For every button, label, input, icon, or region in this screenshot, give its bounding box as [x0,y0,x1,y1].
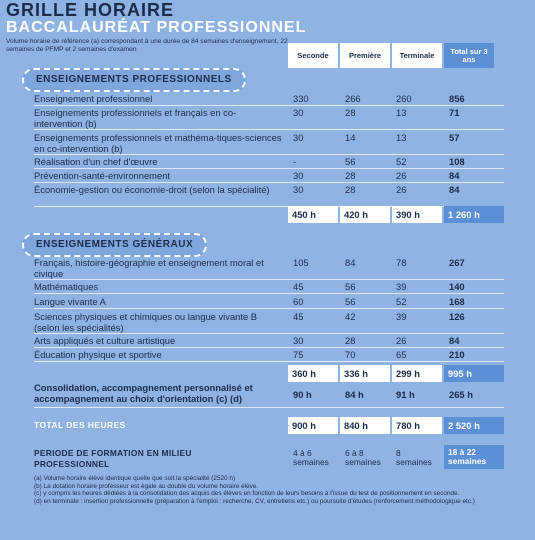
row-divider [34,182,504,183]
row-value: 105 [293,257,309,268]
total-heures-seconde: 900 h [288,417,338,434]
row-label: Enseignement professionnel [34,93,153,104]
row-value: 14 [345,132,356,143]
row-value: 28 [345,170,356,181]
row-value: 30 [293,170,304,181]
row-divider [34,333,504,334]
consolidation-seconde: 90 h [293,389,312,400]
row-label: Prévention-santé-environnement [34,170,171,181]
row-value: 39 [396,311,407,322]
row-value: 57 [449,132,460,143]
row-value: 26 [396,170,407,181]
row-label: Réalisation d'un chef d'œuvre [34,156,158,167]
row-value: 56 [345,156,356,167]
consolidation-terminale: 91 h [396,389,415,400]
consolidation-total: 265 h [449,389,473,400]
row-value: 39 [396,281,407,292]
col-header-premiere: Première [340,43,390,68]
title-line-2: BACCALAURÉAT PROFESSIONNEL [6,19,307,36]
row-label: Éducation physique et sportive [34,349,162,360]
row-divider [34,105,504,106]
row-value: 28 [345,184,356,195]
pfmp-premiere: 6 à 8 semaines [345,448,381,467]
row-divider [34,293,504,294]
row-value: 56 [345,281,356,292]
footnote-a: (a) Volume horaire élève identique quelle que soit la spécialité (2520 h) [34,475,236,482]
footnote-d: (d) en terminale : insertion professionnelle (préparation à l'emploi : recherche, CV, entretiens etc.) ou poursuite d'études (renforcement méthodologique etc.) [34,497,475,505]
row-divider [34,308,504,309]
row-value: 856 [449,93,465,104]
consolidation-label: Consolidation, accompagnement personnalisé et accompagnement au choix d'orientation (c) (d) [34,382,253,404]
row-label: Français, histoire-géographie et enseignement moral et civique [34,257,264,279]
row-value: 78 [396,257,407,268]
total-heures-label: TOTAL DES HEURES [34,420,126,430]
row-value: 30 [293,107,304,118]
row-value: 52 [396,156,407,167]
row-value: 210 [449,349,465,360]
row-value: 45 [293,311,304,322]
row-value: 65 [396,349,407,360]
section-total-terminale: 299 h [392,365,442,382]
row-label: Sciences physiques et chimiques ou langue vivante B (selon les spécialités) [34,311,258,333]
title-line-1: GRILLE HORAIRE [6,0,175,20]
row-value: 60 [293,296,304,307]
row-divider [34,154,504,155]
col-header-terminale: Terminale [392,43,442,68]
footnote-c: (c) y compris les heures dédiées à la consolidation des acquis des élèves en fonction de leurs besoins à l'issue du test de positionnement en seconde. [34,490,460,498]
row-value: 84 [449,184,460,195]
row-value: 45 [293,281,304,292]
section-total-seconde: 360 h [288,365,338,382]
row-value: 108 [449,156,465,167]
row-value: 267 [449,257,465,268]
row-value: 28 [345,107,356,118]
section-title-pro: ENSEIGNEMENTS PROFESSIONNELS [22,68,246,92]
row-divider [34,347,504,348]
footnote-b: (b) La dotation horaire professeur est égale au double du volume horaire élève. [34,482,259,490]
row-value: 84 [449,170,460,181]
row-value: 330 [293,93,309,104]
pfmp-terminale: 8 semaines [396,448,432,467]
row-value: 52 [396,296,407,307]
row-divider [34,129,504,130]
intro-text: Volume horaire de référence (a) correspondant à une durée de 84 semaines d'enseignement, 22 semaines de PFMP et 2 semaines d'examen [6,38,288,53]
section-total-premiere: 420 h [340,206,390,223]
row-value: 42 [345,311,356,322]
row-value: 266 [345,93,361,104]
row-value: 30 [293,335,304,346]
section-title-gen: ENSEIGNEMENTS GÉNÉRAUX [22,233,207,257]
row-value: 71 [449,107,460,118]
row-value: 26 [396,184,407,195]
pfmp-label: PERIODE DE FORMATION EN MILIEU PROFESSIONNEL [34,448,192,469]
col-header-seconde: Seconde [288,43,338,68]
row-value: 260 [396,93,412,104]
row-value: 168 [449,296,465,307]
row-value: 70 [345,349,356,360]
row-value: - [293,156,297,167]
row-divider [34,361,504,362]
section-total-premiere: 336 h [340,365,390,382]
row-value: 30 [293,132,304,143]
row-value: 75 [293,349,304,360]
consolidation-premiere: 84 h [345,389,364,400]
total-heures-total: 2 520 h [444,417,504,434]
row-value: 13 [396,132,407,143]
row-value: 26 [396,335,407,346]
row-label: Arts appliqués et culture artistique [34,335,176,346]
pfmp-seconde: 4 à 6 semaines [293,448,329,467]
section-total-total: 1 260 h [444,206,504,223]
row-value: 140 [449,281,465,292]
section-total-terminale: 390 h [392,206,442,223]
row-label: Mathématiques [34,281,99,292]
total-heures-premiere: 840 h [340,417,390,434]
row-value: 28 [345,335,356,346]
row-label: Économie-gestion ou économie-droit (selon la spécialité) [34,184,270,195]
row-value: 126 [449,311,465,322]
row-label: Enseignements professionnels et mathéma-tiques-sciences en co-intervention (b) [34,132,282,154]
section-total-seconde: 450 h [288,206,338,223]
row-divider [34,279,504,280]
row-value: 13 [396,107,407,118]
row-value: 30 [293,184,304,195]
row-label: Enseignements professionnels et français en co-intervention (b) [34,107,237,129]
row-value: 56 [345,296,356,307]
row-value: 84 [345,257,356,268]
footnotes [34,475,514,505]
col-header-total: Total sur 3 ans [444,43,494,68]
divider [34,407,504,408]
total-heures-terminale: 780 h [392,417,442,434]
section-total-total: 995 h [444,365,504,382]
pfmp-total: 18 à 22 semaines [444,445,504,469]
row-divider [34,168,504,169]
row-value: 84 [449,335,460,346]
row-label: Langue vivante A [34,296,106,307]
